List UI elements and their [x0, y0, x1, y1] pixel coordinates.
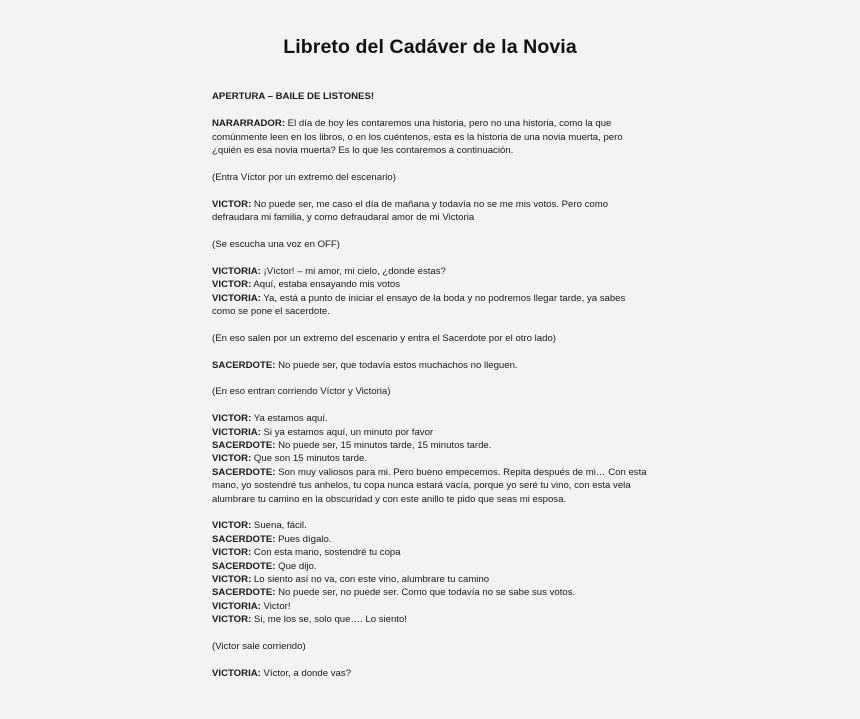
script-paragraph	[212, 117, 652, 157]
speaker-name: VICTORIA:	[212, 600, 261, 612]
script-line	[212, 198, 652, 211]
speaker-name: VICTOR:	[212, 413, 252, 425]
script-paragraph	[212, 519, 652, 626]
script-paragraph	[212, 640, 652, 653]
script-line	[212, 560, 652, 573]
dialogue-text: comúnmente leen en los libros, o en los cuéntenos, esta es la historia de una novia muerta, pero	[212, 131, 623, 143]
speaker-name: VICTOR:	[212, 453, 252, 465]
speaker-name: VICTOR:	[212, 520, 252, 532]
speaker-name: VICTOR:	[212, 198, 252, 210]
script-line	[212, 613, 652, 626]
dialogue-text: Ya estamos aquí.	[251, 413, 328, 425]
speaker-name: SACERDOTE:	[212, 587, 276, 599]
script-line	[212, 305, 652, 318]
script-line	[212, 667, 652, 680]
dialogue-text: (En eso salen por un extremo del escenario y entra el Sacerdote por el otro lado)	[212, 332, 556, 344]
script-line	[212, 171, 652, 184]
script-paragraph	[212, 667, 652, 680]
script-line	[212, 519, 652, 532]
script-line	[212, 265, 652, 278]
script-line	[212, 479, 652, 492]
script-line	[212, 412, 652, 425]
script-line	[212, 452, 652, 465]
dialogue-text: El día de hoy les contaremos una historia, pero no una historia, como la que	[285, 118, 612, 130]
dialogue-text: No puede ser, que todavía estos muchachos no lleguen.	[275, 359, 518, 371]
script-paragraph	[212, 265, 652, 319]
dialogue-text: Que son 15 minutos tarde.	[251, 453, 367, 465]
dialogue-text: No puede ser, me caso el día de mañana y todavía no se me mis votos. Pero como	[251, 198, 609, 210]
script-line	[212, 385, 652, 398]
speaker-name: SACERDOTE:	[212, 560, 276, 572]
dialogue-text: (Entra Víctor por un extremo del escenario)	[212, 172, 396, 184]
script-line	[212, 238, 652, 251]
dialogue-text: Con esta mano, sostendré tu copa	[251, 547, 401, 559]
script-line	[212, 466, 652, 479]
dialogue-text: Victor!	[260, 600, 291, 612]
script-line	[212, 573, 652, 586]
dialogue-text: (Victor sale corriendo)	[212, 641, 306, 653]
script-line	[212, 439, 652, 452]
speaker-name: VICTOR:	[212, 547, 252, 559]
dialogue-text: Lo siento así no va, con este vino, alumbrare tu camino	[251, 574, 490, 586]
script-paragraph	[212, 332, 652, 345]
dialogue-text: (Se escucha una voz en OFF)	[212, 239, 340, 251]
speaker-name: VICTORIA:	[212, 426, 261, 438]
script-paragraph	[212, 359, 652, 372]
dialogue-text: (En eso entran corriendo Víctor y Victoria)	[212, 386, 391, 398]
script-line	[212, 586, 652, 599]
speaker-name: VICTORIA:	[212, 292, 261, 304]
script-line	[212, 117, 652, 130]
script-line	[212, 426, 652, 439]
script-line	[212, 332, 652, 345]
script-blocks	[212, 117, 652, 680]
dialogue-text: No puede ser, no puede ser. Como que todavía no se sabe sus votos.	[275, 587, 576, 599]
dialogue-text: ¡Víctor! – mi amor, mi cielo, ¿donde estas?	[260, 265, 446, 277]
dialogue-text: Víctor, a donde vas?	[260, 667, 351, 679]
dialogue-text: Si, me los se, solo que…. Lo siento!	[251, 614, 407, 626]
speaker-name: SACERDOTE:	[212, 440, 276, 452]
script-line	[212, 131, 652, 144]
script-line	[212, 278, 652, 291]
script-paragraph	[212, 385, 652, 398]
script-paragraph	[212, 238, 652, 251]
dialogue-text: ¿quién es esa novia muerta? Es lo que les contaremos a continuación.	[212, 145, 514, 157]
speaker-name: SACERDOTE:	[212, 466, 276, 478]
dialogue-text: Que dijo.	[275, 560, 317, 572]
script-line	[212, 359, 652, 372]
speaker-name: VICTORIA:	[212, 667, 261, 679]
dialogue-text: alumbrare tu camino en la obscuridad y con este anillo te pido que seas mi esposa.	[212, 493, 567, 505]
script-paragraph	[212, 412, 652, 506]
dialogue-text: Suena, fácil.	[251, 520, 307, 532]
dialogue-text: como se pone el sacerdote.	[212, 306, 330, 318]
document-body	[212, 90, 652, 694]
dialogue-text: Pues dígalo.	[275, 533, 332, 545]
speaker-name: VICTOR:	[212, 614, 252, 626]
speaker-name: SACERDOTE:	[212, 359, 276, 371]
dialogue-text: mano, yo sostendré tus anhelos, tu copa nunca estará vacía, porque yo seré tu vino, con esta vela	[212, 480, 631, 492]
document-title: Libreto del Cadáver de la Novia	[283, 36, 577, 58]
section-heading: APERTURA – BAILE DE LISTONES!	[212, 91, 375, 102]
script-line	[212, 600, 652, 613]
script-line	[212, 546, 652, 559]
dialogue-text: Si ya estamos aquí, un minuto por favor	[260, 426, 434, 438]
speaker-name: SACERDOTE:	[212, 533, 276, 545]
script-line	[212, 144, 652, 157]
script-line	[212, 640, 652, 653]
script-paragraph	[212, 171, 652, 184]
script-line	[212, 211, 652, 224]
script-line	[212, 493, 652, 506]
dialogue-text: No puede ser, 15 minutos tarde, 15 minutos tarde.	[275, 440, 492, 452]
dialogue-text: Ya, está a punto de iniciar el ensayo de la boda y no podremos llegar tarde, ya sabes	[260, 292, 626, 304]
speaker-name: VICTORIA:	[212, 265, 261, 277]
script-paragraph	[212, 198, 652, 225]
dialogue-text: Aquí, estaba ensayando mis votos	[251, 279, 401, 291]
dialogue-text: Son muy valiosos para mi. Pero bueno empecemos. Repita después de mi… Con esta	[275, 466, 647, 478]
speaker-name: VICTOR:	[212, 279, 252, 291]
script-line	[212, 292, 652, 305]
script-line	[212, 533, 652, 546]
speaker-name: VICTOR:	[212, 574, 252, 586]
speaker-name: NARARRADOR:	[212, 118, 286, 130]
dialogue-text: defraudara mi familia, y como defraudaral amor de mi Victoria	[212, 212, 475, 224]
